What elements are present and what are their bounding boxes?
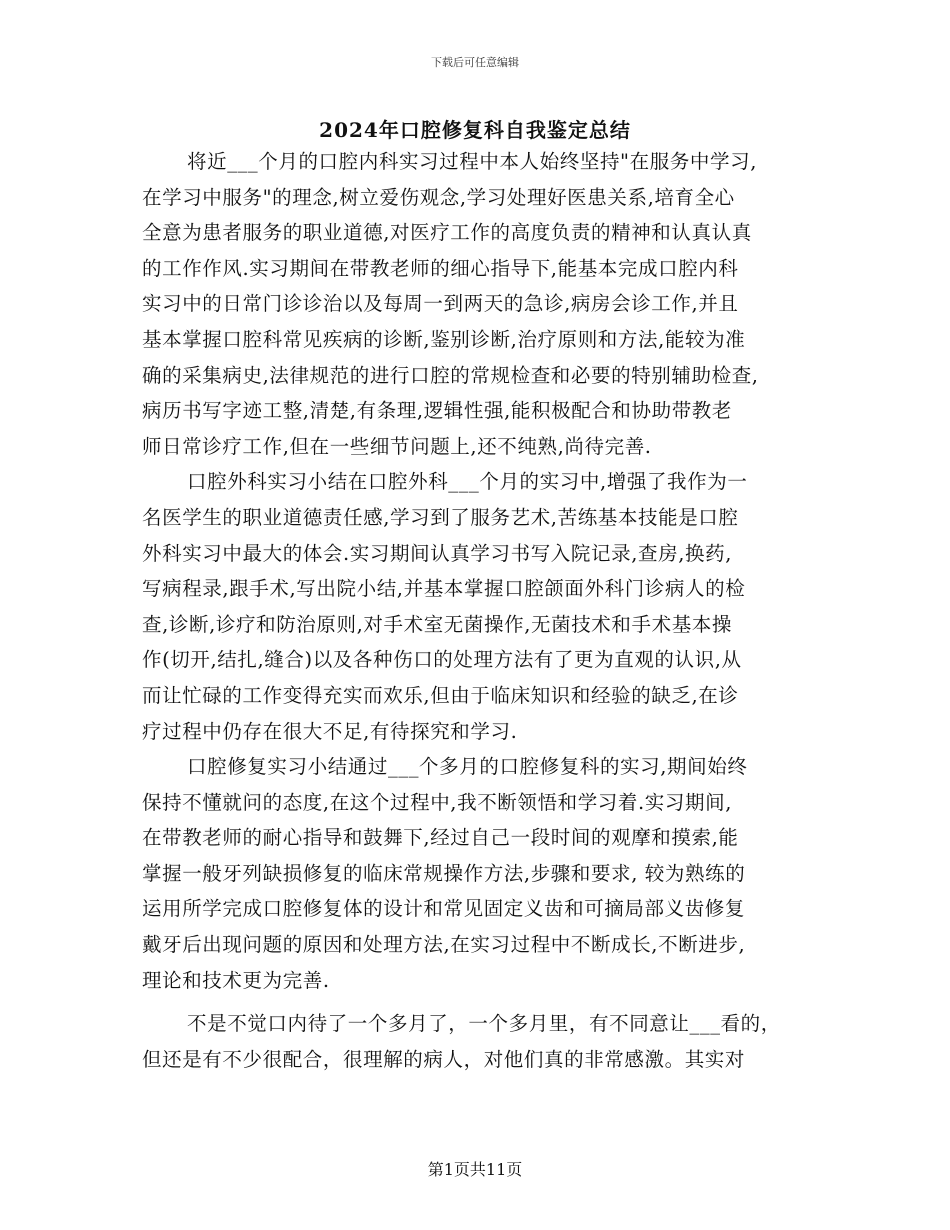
text-line: 在带教老师的耐心指导和鼓舞下,经过自己一段时间的观摩和摸索,能 [142, 826, 739, 850]
text-line: 在学习中服务"的理念,树立爱伤观念,学习处理好医患关系,培育全心 [142, 185, 735, 209]
paragraph-3 [142, 749, 822, 998]
text-line: 运用所学完成口腔修复体的设计和常见固定义齿和可摘局部义齿修复 [142, 897, 746, 921]
text-line: 写病程录,跟手术,写出院小结,并基本掌握口腔颌面外科门诊病人的检 [142, 577, 746, 601]
text-line: 名医学生的职业道德责任感,学习到了服务艺术,苦练基本技能是口腔 [142, 505, 739, 529]
text-line: 但还是有不少很配合，很理解的病人，对他们真的非常感激。其实对 [142, 1047, 746, 1071]
text-line: 作(切开,结扎,缝合)以及各种伤口的处理方法有了更为直观的认识,从 [142, 648, 742, 672]
text-line: 全意为患者服务的职业道德,对医疗工作的高度负责的精神和认真认真 [142, 221, 752, 245]
text-line: 查,诊断,诊疗和防治原则,对手术室无菌操作,无菌技术和手术基本操 [142, 612, 732, 636]
text-line: 基本掌握口腔科常见疾病的诊断,鉴别诊断,治疗原则和方法,能较为准 [142, 327, 746, 351]
text-line: 实习中的日常门诊诊治以及每周一到两天的急诊,病房会诊工作,并且 [142, 292, 739, 316]
text-line: 将近___个月的口腔内科实习过程中本人始终坚持"在服务中学习, [187, 150, 758, 173]
text-line: 师日常诊疗工作,但在一些细节问题上,还不纯熟,尚待完善. [142, 434, 652, 458]
header-note: 下载后可任意编辑 [431, 56, 519, 69]
text-line: 戴牙后出现问题的原因和处理方法,在实习过程中不断成长,不断进步, [142, 933, 746, 957]
paragraph-1 [142, 144, 822, 464]
text-line: 外科实习中最大的体会.实习期间认真学习书写入院记录,查房,换药, [142, 541, 732, 565]
text-line: 理论和技术更为完善. [142, 968, 330, 992]
document-title: 2024年口腔修复科自我鉴定总结 [319, 118, 631, 142]
text-line: 确的采集病史,法律规范的进行口腔的常规检查和必要的特别辅助检查, [142, 363, 759, 387]
text-line: 的工作作风.实习期间在带教老师的细心指导下,能基本完成口腔内科 [142, 256, 739, 280]
text-line: 口腔外科实习小结在口腔外科___个月的实习中,增强了我作为一 [187, 470, 748, 494]
text-line: 掌握一般牙列缺损修复的临床常规操作方法,步骤和要求, 较为熟练的 [142, 861, 746, 885]
text-line: 而让忙碌的工作变得充实而欢乐,但由于临床知识和经验的缺乏,在诊 [142, 683, 739, 707]
text-line: 不是不觉口内待了一个多月了，一个多月里，有不同意让___看的， [187, 1012, 781, 1036]
text-line: 口腔修复实习小结通过___个多月的口腔修复科的实习,期间始终 [187, 755, 748, 779]
document-body [142, 144, 822, 1077]
page-footer: 第1页共11页 [427, 1160, 523, 1179]
paragraph-gap [142, 998, 822, 1006]
text-line: 保持不懂就问的态度,在这个过程中,我不断领悟和学习着.实习期间, [142, 790, 732, 814]
text-line: 疗过程中仍存在很大不足,有待探究和学习. [142, 719, 518, 743]
paragraph-4 [142, 1006, 822, 1077]
text-line: 病历书写字迹工整,清楚,有条理,逻辑性强,能积极配合和协助带教老 [142, 399, 732, 423]
paragraph-2 [142, 464, 822, 749]
